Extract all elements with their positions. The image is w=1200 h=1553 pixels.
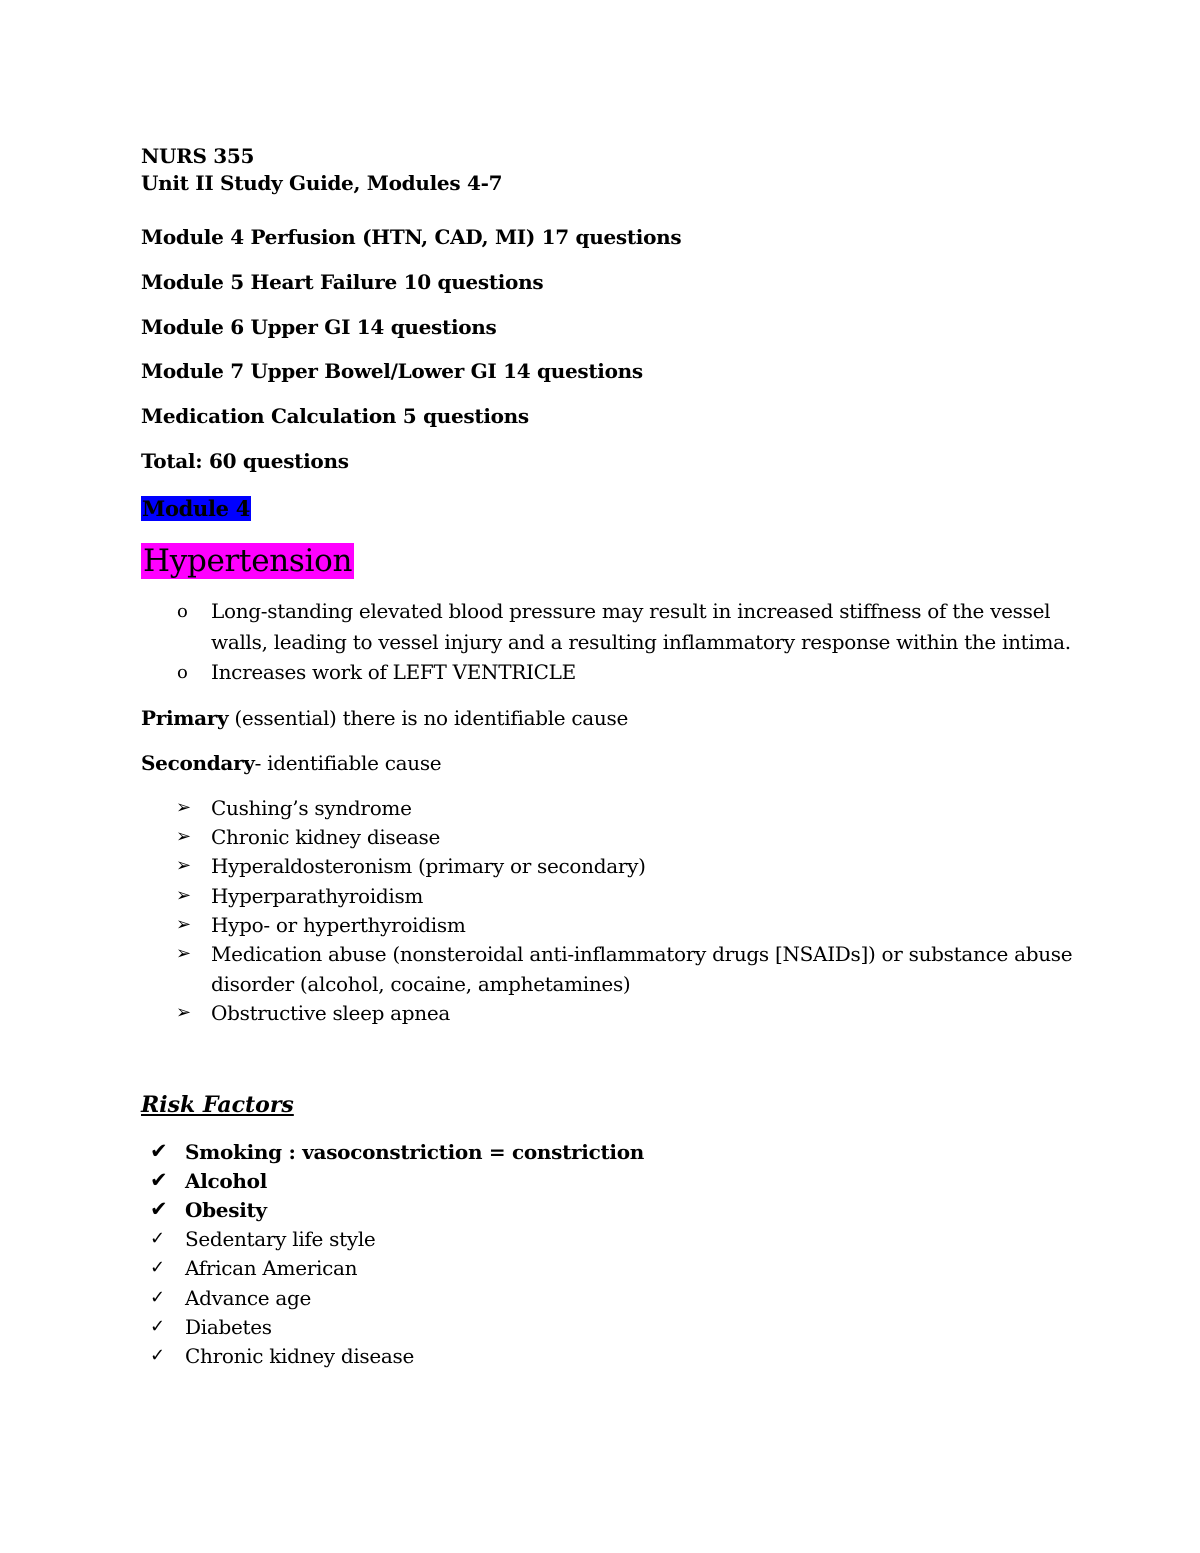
checkmark-icon: ✓ <box>150 1345 166 1366</box>
module-summary-line: Medication Calculation 5 questions <box>141 404 529 428</box>
list-item: Increases work of LEFT VENTRICLE <box>211 660 576 684</box>
module-heading <box>141 496 251 522</box>
document-subtitle: Unit II Study Guide, Modules 4-7 <box>141 171 503 195</box>
list-item-continuation: walls, leading to vessel injury and a resulting inflammatory response within the intima. <box>211 630 1071 654</box>
risk-factors-heading: Risk Factors <box>141 1092 294 1118</box>
primary-label: Primary <box>141 706 229 730</box>
module-highlight-label: Module 4 <box>142 496 251 521</box>
list-item: Sedentary life style <box>185 1227 376 1251</box>
primary-text: (essential) there is no identifiable cause <box>228 706 628 730</box>
module-summary-line: Module 6 Upper GI 14 questions <box>141 315 497 339</box>
list-item: Medication abuse (nonsteroidal anti-inflammatory drugs [NSAIDs]) or substance abuse <box>211 942 1073 966</box>
module-summary-line: Module 4 Perfusion (HTN, CAD, MI) 17 questions <box>141 225 682 249</box>
checkmark-icon: ✔ <box>150 1168 168 1192</box>
module-summary-line: Module 5 Heart Failure 10 questions <box>141 270 544 294</box>
checkmark-icon: ✓ <box>150 1316 166 1337</box>
list-item: Obesity <box>185 1198 267 1222</box>
checkmark-icon: ✓ <box>150 1257 166 1278</box>
arrow-bullet-icon: ➢ <box>176 1002 192 1023</box>
list-item-continuation: disorder (alcohol, cocaine, amphetamines) <box>211 972 631 996</box>
list-item: Cushing’s syndrome <box>211 796 412 820</box>
total-questions: Total: 60 questions <box>141 449 349 473</box>
list-item: Hyperparathyroidism <box>211 884 424 908</box>
list-item: Advance age <box>185 1286 312 1310</box>
list-item: Long-standing elevated blood pressure may result in increased stiffness of the vessel <box>211 599 1051 623</box>
primary-definition <box>141 705 628 731</box>
checkmark-icon: ✔ <box>150 1139 168 1163</box>
list-item: Smoking : vasoconstriction = constriction <box>185 1140 644 1164</box>
course-code: NURS 355 <box>141 144 255 168</box>
module-summary-line: Module 7 Upper Bowel/Lower GI 14 questions <box>141 359 643 383</box>
checkmark-icon: ✔ <box>150 1197 168 1221</box>
list-item: Hyperaldosteronism (primary or secondary) <box>211 854 646 878</box>
list-item: Chronic kidney disease <box>185 1344 415 1368</box>
list-item: African American <box>185 1256 358 1280</box>
secondary-text: - identifiable cause <box>254 751 442 775</box>
list-item: Chronic kidney disease <box>211 825 441 849</box>
arrow-bullet-icon: ➢ <box>176 797 192 818</box>
secondary-label: Secondary <box>141 751 255 775</box>
circle-bullet-icon: o <box>177 601 188 622</box>
arrow-bullet-icon: ➢ <box>176 914 192 935</box>
topic-highlight-label: Hypertension <box>143 543 353 579</box>
circle-bullet-icon: o <box>177 662 188 683</box>
arrow-bullet-icon: ➢ <box>176 885 192 906</box>
checkmark-icon: ✓ <box>150 1287 166 1308</box>
list-item: Alcohol <box>185 1169 268 1193</box>
topic-heading <box>141 541 354 584</box>
list-item: Obstructive sleep apnea <box>211 1001 451 1025</box>
arrow-bullet-icon: ➢ <box>176 855 192 876</box>
arrow-bullet-icon: ➢ <box>176 943 192 964</box>
secondary-definition <box>141 750 441 776</box>
checkmark-icon: ✓ <box>150 1228 166 1249</box>
arrow-bullet-icon: ➢ <box>176 826 192 847</box>
list-item: Diabetes <box>185 1315 272 1339</box>
list-item: Hypo- or hyperthyroidism <box>211 913 466 937</box>
